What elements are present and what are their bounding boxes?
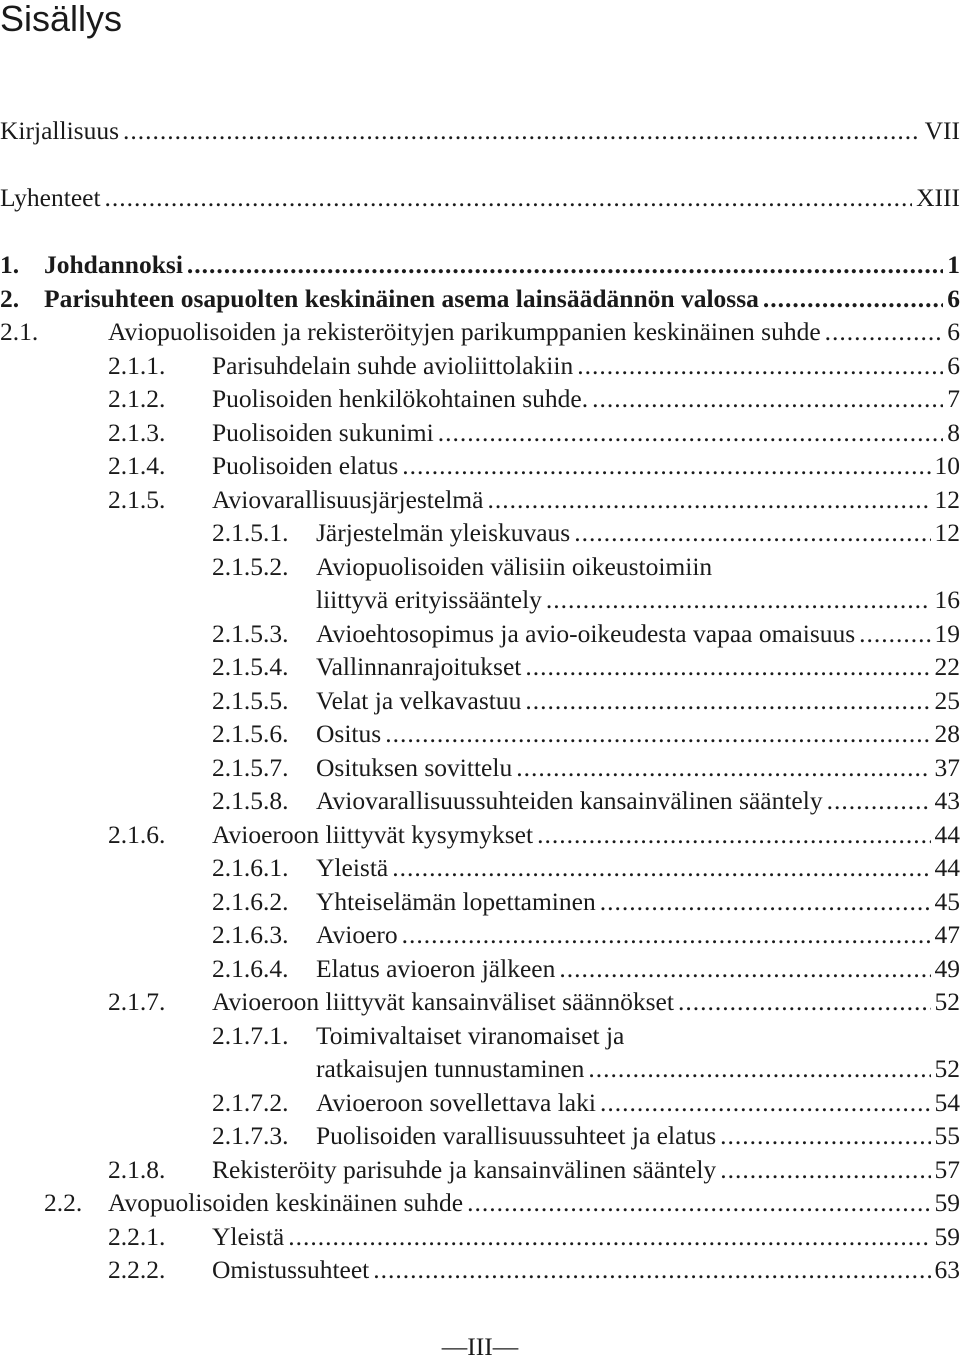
toc-entry[interactable] bbox=[0, 885, 960, 919]
dot-leader bbox=[720, 1153, 930, 1187]
toc-entry-title: Johdannoksi bbox=[44, 250, 183, 279]
dot-leader bbox=[600, 885, 931, 919]
toc-entry[interactable] bbox=[0, 382, 960, 416]
toc-entry[interactable] bbox=[0, 650, 960, 684]
toc-entry-number: 2.2.2. bbox=[108, 1255, 166, 1284]
dot-leader bbox=[678, 985, 931, 1019]
toc-entry[interactable] bbox=[0, 114, 960, 148]
toc-entry-page: 7 bbox=[947, 384, 960, 413]
toc-entry[interactable] bbox=[0, 617, 960, 651]
page-number-footer: —III— bbox=[441, 1332, 519, 1361]
table-of-contents bbox=[0, 114, 960, 1287]
dot-leader bbox=[516, 751, 930, 785]
toc-entry-number: 2.1.6. bbox=[108, 819, 166, 849]
dot-leader bbox=[600, 1086, 931, 1120]
toc-entry-page: 49 bbox=[934, 953, 960, 983]
toc-entry-number: 1. bbox=[0, 250, 20, 279]
toc-entry[interactable] bbox=[0, 1186, 960, 1220]
toc-entry[interactable] bbox=[0, 985, 960, 1019]
toc-entry-page: 59 bbox=[934, 1188, 960, 1217]
toc-entry-page: 6 bbox=[947, 350, 960, 380]
toc-entry-page: 47 bbox=[934, 920, 960, 949]
dot-leader bbox=[588, 1052, 930, 1086]
toc-entry-title: Parisuhteen osapuolten keskinäinen asema lainsäädännön valossa bbox=[44, 283, 759, 313]
toc-entry-page: 22 bbox=[934, 652, 960, 681]
toc-entry-title: Toimivaltaiset viranomaiset ja bbox=[316, 1020, 625, 1050]
toc-entry-title: Elatus avioeron jälkeen bbox=[316, 953, 556, 983]
toc-entry-page: 55 bbox=[934, 1121, 960, 1150]
toc-entry-number: 2.1.6.3. bbox=[212, 920, 289, 949]
toc-entry-page: 63 bbox=[934, 1255, 960, 1284]
dot-leader bbox=[467, 1186, 930, 1220]
toc-entry-page: 45 bbox=[934, 886, 960, 916]
toc-entry-page: 8 bbox=[947, 417, 960, 447]
toc-entry-page: 52 bbox=[934, 987, 960, 1016]
dot-leader bbox=[402, 449, 930, 483]
toc-entry[interactable] bbox=[0, 684, 960, 718]
toc-entry-title: Osituksen sovittelu bbox=[316, 752, 513, 782]
dot-leader bbox=[825, 315, 944, 349]
toc-entry-title: Aviopuolisoiden välisiin oikeustoimiin bbox=[316, 551, 713, 581]
toc-entry-number: 2. bbox=[0, 283, 20, 313]
toc-entry-title: Aviopuolisoiden ja rekisteröityjen parikumppanien keskinäinen suhde bbox=[108, 317, 821, 346]
toc-entry-title: Puolisoiden henkilökohtainen suhde. bbox=[212, 384, 589, 413]
toc-entry[interactable] bbox=[0, 1220, 960, 1254]
toc-entry-page: 43 bbox=[934, 786, 960, 815]
toc-entry-page: 16 bbox=[934, 585, 960, 614]
toc-entry-number: 2.1.5.3. bbox=[212, 618, 289, 648]
dot-leader bbox=[559, 952, 930, 986]
toc-entry-number: 2.1. bbox=[0, 317, 39, 346]
dot-leader bbox=[402, 918, 931, 952]
toc-entry-title: Kirjallisuus bbox=[0, 116, 119, 145]
toc-entry-title: Avopuolisoiden keskinäinen suhde bbox=[108, 1188, 464, 1217]
dot-leader bbox=[373, 1253, 930, 1287]
toc-entry-page: 1 bbox=[947, 250, 960, 279]
dot-leader bbox=[288, 1220, 930, 1254]
toc-entry-number: 2.1.6.1. bbox=[212, 853, 289, 882]
toc-entry[interactable] bbox=[0, 1253, 960, 1287]
toc-entry-number: 2.1.5. bbox=[108, 484, 166, 514]
toc-entry[interactable] bbox=[0, 1153, 960, 1187]
dot-leader bbox=[487, 483, 930, 517]
toc-entry-title: Yleistä bbox=[212, 1221, 285, 1251]
toc-entry-number: 2.1.5.5. bbox=[212, 685, 289, 715]
dot-leader bbox=[392, 851, 930, 885]
toc-entry-page: 6 bbox=[947, 317, 960, 346]
toc-entry-page: 25 bbox=[934, 685, 960, 715]
toc-entry-number: 2.2. bbox=[44, 1188, 83, 1217]
toc-entry-title: Puolisoiden elatus bbox=[212, 451, 399, 480]
dot-leader bbox=[720, 1119, 930, 1153]
toc-entry-page: 19 bbox=[934, 618, 960, 648]
toc-entry-title: Puolisoiden sukunimi bbox=[212, 417, 434, 447]
toc-entry[interactable] bbox=[0, 1119, 960, 1153]
toc-entry[interactable] bbox=[0, 248, 960, 282]
toc-entry-number: 2.1.5.4. bbox=[212, 652, 289, 681]
toc-entry[interactable] bbox=[0, 952, 960, 986]
toc-entry-number: 2.1.6.2. bbox=[212, 886, 289, 916]
dot-leader bbox=[385, 717, 930, 751]
toc-entry-title: Avioehtosopimus ja avio-oikeudesta vapaa omaisuus bbox=[316, 618, 856, 648]
toc-entry[interactable] bbox=[0, 717, 960, 751]
toc-entry-page: 10 bbox=[934, 451, 960, 480]
toc-entry-page: 54 bbox=[934, 1087, 960, 1117]
toc-entry[interactable] bbox=[0, 181, 960, 215]
toc-entry-title: Avioero bbox=[316, 920, 398, 949]
toc-entry[interactable] bbox=[0, 550, 960, 584]
toc-entry-title: Avioeroon liittyvät kansainväliset säännökset bbox=[212, 987, 674, 1016]
dot-leader bbox=[187, 248, 943, 282]
toc-entry[interactable] bbox=[0, 349, 960, 383]
toc-entry-title: liittyvä erityissääntely bbox=[316, 585, 542, 614]
toc-entry-number: 2.1.7.1. bbox=[212, 1020, 289, 1050]
dot-leader bbox=[525, 684, 930, 718]
toc-entry-page: 52 bbox=[934, 1054, 960, 1083]
toc-entry-number: 2.1.5.1. bbox=[212, 518, 289, 547]
toc-entry[interactable] bbox=[0, 583, 960, 617]
dot-leader bbox=[525, 650, 930, 684]
toc-entry-title: Velat ja velkavastuu bbox=[316, 685, 522, 715]
toc-entry-title: Vallinnanrajoitukset bbox=[316, 652, 522, 681]
toc-entry[interactable] bbox=[0, 918, 960, 952]
toc-entry[interactable] bbox=[0, 416, 960, 450]
toc-entry[interactable] bbox=[0, 315, 960, 349]
toc-entry-page: 44 bbox=[934, 819, 960, 849]
toc-entry-title: Aviovarallisuusjärjestelmä bbox=[212, 484, 484, 514]
toc-entry-number: 2.1.7. bbox=[108, 987, 166, 1016]
dot-leader bbox=[438, 416, 944, 450]
toc-entry-number: 2.1.3. bbox=[108, 417, 166, 447]
dot-leader bbox=[827, 784, 931, 818]
toc-entry-number: 2.1.8. bbox=[108, 1154, 166, 1184]
toc-entry-title: Rekisteröity parisuhde ja kansainvälinen sääntely bbox=[212, 1154, 717, 1184]
toc-entry-number: 2.1.5.6. bbox=[212, 719, 289, 748]
dot-leader bbox=[537, 818, 930, 852]
dot-leader bbox=[546, 583, 931, 617]
toc-entry[interactable] bbox=[0, 449, 960, 483]
toc-entry-number: 2.1.5.8. bbox=[212, 786, 289, 815]
toc-entry-page: 37 bbox=[934, 752, 960, 782]
toc-entry-title: Avioeroon sovellettava laki bbox=[316, 1087, 596, 1117]
toc-entry-page: 44 bbox=[934, 853, 960, 882]
toc-entry-page: 59 bbox=[934, 1221, 960, 1251]
toc-entry-page: 28 bbox=[934, 719, 960, 748]
toc-entry-number: 2.1.7.3. bbox=[212, 1121, 289, 1150]
toc-entry-title: Yhteiselämän lopettaminen bbox=[316, 886, 596, 916]
toc-entry-page: 57 bbox=[934, 1154, 960, 1184]
toc-entry[interactable] bbox=[0, 751, 960, 785]
toc-entry-title: Omistussuhteet bbox=[212, 1255, 370, 1284]
dot-leader bbox=[123, 114, 921, 148]
toc-entry-title: Lyhenteet bbox=[0, 183, 101, 212]
dot-leader bbox=[574, 516, 930, 550]
toc-entry-number: 2.1.4. bbox=[108, 451, 166, 480]
toc-entry-title: Parisuhdelain suhde avioliittolakiin bbox=[212, 350, 574, 380]
toc-entry-number: 2.1.1. bbox=[108, 350, 166, 380]
toc-entry-title: Puolisoiden varallisuussuhteet ja elatus bbox=[316, 1121, 717, 1150]
toc-entry-page: 12 bbox=[934, 518, 960, 547]
toc-entry-number: 2.1.6.4. bbox=[212, 953, 289, 983]
dot-leader bbox=[859, 617, 930, 651]
toc-entry[interactable] bbox=[0, 851, 960, 885]
toc-entry[interactable] bbox=[0, 784, 960, 818]
toc-entry-title: Ositus bbox=[316, 719, 382, 748]
toc-entry[interactable] bbox=[0, 516, 960, 550]
toc-entry-page: 6 bbox=[947, 283, 960, 313]
toc-entry[interactable] bbox=[0, 282, 960, 316]
toc-entry-title: Aviovarallisuussuhteiden kansainvälinen sääntely bbox=[316, 786, 823, 815]
toc-entry-page: 12 bbox=[934, 484, 960, 514]
toc-entry[interactable] bbox=[0, 818, 960, 852]
toc-entry-title: ratkaisujen tunnustaminen bbox=[316, 1054, 585, 1083]
toc-entry-number: 2.1.5.7. bbox=[212, 752, 289, 782]
toc-entry-number: 2.1.5.2. bbox=[212, 551, 289, 581]
dot-leader bbox=[577, 349, 943, 383]
toc-entry-title: Järjestelmän yleiskuvaus bbox=[316, 518, 571, 547]
toc-entry-page: VII bbox=[924, 116, 960, 145]
toc-entry-title: Avioeroon liittyvät kysymykset bbox=[212, 819, 534, 849]
toc-entry[interactable] bbox=[0, 483, 960, 517]
toc-entry[interactable] bbox=[0, 1019, 960, 1053]
dot-leader bbox=[592, 382, 943, 416]
toc-entry[interactable] bbox=[0, 1052, 960, 1086]
toc-entry[interactable] bbox=[0, 1086, 960, 1120]
toc-entry-page: XIII bbox=[916, 183, 960, 212]
toc-entry-title: Yleistä bbox=[316, 853, 389, 882]
toc-entry-number: 2.2.1. bbox=[108, 1221, 166, 1251]
dot-leader bbox=[763, 282, 943, 316]
dot-leader bbox=[105, 181, 913, 215]
toc-entry-number: 2.1.7.2. bbox=[212, 1087, 289, 1117]
page-title: Sisällys bbox=[0, 0, 123, 39]
toc-entry-number: 2.1.2. bbox=[108, 384, 166, 413]
